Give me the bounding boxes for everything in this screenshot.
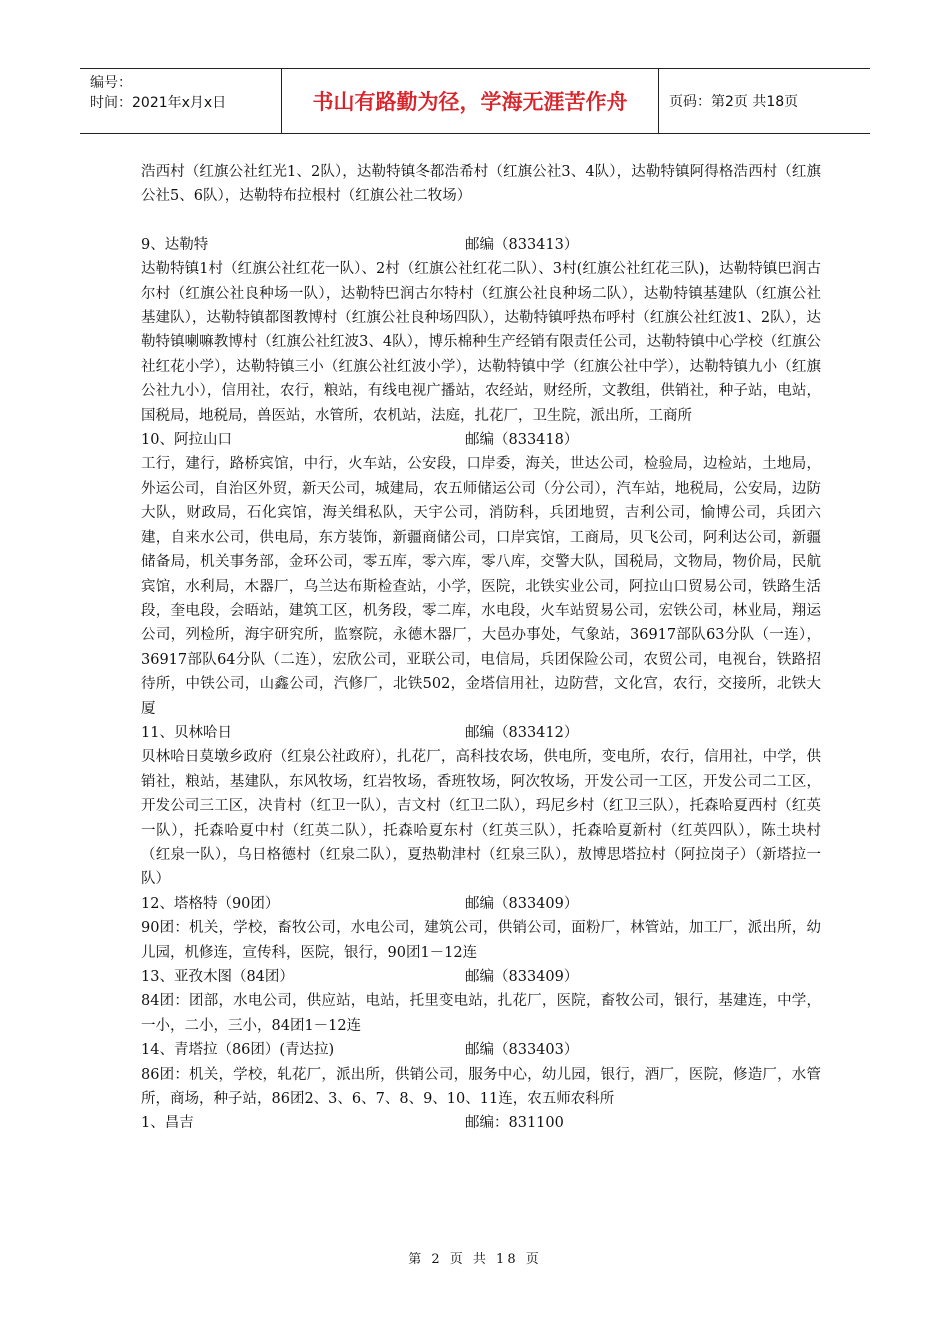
section-body: 84团：团部，水电公司，供应站，电站，托里变电站，扎花厂，医院，畜牧公司，银行，基建连，中学，一小，二小，三小，84团1－12连	[141, 993, 821, 1034]
section-postcode: 邮编（833403）	[465, 1042, 579, 1059]
serial-label: 编号：	[90, 75, 132, 91]
section-body: 达勒特镇1村（红旗公社红花一队）、2村（红旗公社红花二队）、3村(红旗公社红花三队)，达勒特镇巴润古尔村（红旗公社良种场一队），达勒特巴润古尔特村（红旗公社良种场二队），达勒特镇基建队（红旗公社基建队），达勒特镇都图教博村（红旗公社良种场四队），达勒特镇呼热布呼村（红旗公社红波1、2队），达勒特镇喇嘛教博村（红旗公社红波3、4队），博乐棉种生产经销有限责任公司，达勒特镇中心学校（红旗公社红花小学），达勒特镇三小（红旗公社红波小学），达勒特镇中学（红旗公社中学），达勒特镇九小（红旗公社九小），信用社，农行，粮站，有线电视广播站，农经站，财经所，文教组，供销社，种子站，电站，国税局，地税局，兽医站，水管所，农机站，法庭，扎花厂，卫生院，派出所，工商所	[141, 261, 821, 424]
header-page-info: 页码：第2页 共18页	[669, 94, 799, 110]
section-13	[141, 965, 821, 1038]
section-heading	[141, 233, 821, 257]
section-12	[141, 892, 821, 965]
section-heading	[141, 428, 821, 452]
section-body: 贝林哈日莫墩乡政府（红泉公社政府），扎花厂，高科技农场，供电所，变电所，农行，信用社，中学，供销社，粮站，基建队，东风牧场，红岩牧场，香班牧场，阿次牧场，开发公司一工区，开发公司二工区，开发公司三工区，决肯村（红卫一队），吉文村（红卫二队），玛尼乡村（红卫三队），托森哈夏西村（红英一队），托森哈夏中村（红英二队），托森哈夏东村（红英三队），托森哈夏新村（红英四队），陈土块村（红泉一队），乌日格德村（红泉二队），夏热勒津村（红泉三队），敖博思塔拉村（阿拉岗子）（新塔拉一队）	[141, 749, 821, 888]
section-postcode: 邮编（833409）	[465, 895, 579, 912]
section-title: 10、阿拉山口	[141, 432, 232, 449]
section-title: 9、达勒特	[141, 236, 209, 253]
section-1-changji	[141, 1111, 821, 1135]
section-title: 14、青塔拉（86团）(青达拉)	[141, 1042, 335, 1059]
section-postcode: 邮编（833413）	[465, 236, 579, 253]
section-postcode: 邮编（833412）	[465, 724, 579, 741]
section-body: 90团：机关，学校，畜牧公司，水电公司，建筑公司，供销公司，面粉厂，林管站，加工厂，派出所，幼儿园，机修连，宣传科，医院，银行，90团1－12连	[141, 920, 821, 961]
header-meta	[80, 69, 282, 133]
section-10	[141, 428, 821, 721]
section-heading	[141, 1111, 821, 1135]
spacer	[141, 209, 821, 233]
intro-paragraph: 浩西村（红旗公社红光1、2队），达勒特镇冬都浩希村（红旗公社3、4队），达勒特镇阿得格浩西村（红旗公社5、6队），达勒特布拉根村（红旗公社二牧场）	[141, 164, 821, 205]
document-body	[141, 160, 821, 1136]
header-motto: 书山有路勤为径，学海无涯苦作舟	[282, 69, 659, 133]
section-postcode: 邮编：831100	[465, 1115, 564, 1132]
section-title: 1、昌吉	[141, 1115, 194, 1132]
section-heading	[141, 892, 821, 916]
section-11	[141, 721, 821, 892]
section-title: 11、贝林哈日	[141, 724, 232, 741]
section-9	[141, 233, 821, 428]
time-label: 时间：2021年x月x日	[90, 95, 227, 111]
section-title: 13、亚孜木图（84团）	[141, 969, 294, 985]
section-heading	[141, 721, 821, 745]
page-footer: 第 2 页 共 18 页	[408, 1252, 542, 1267]
section-postcode: 邮编（833409）	[465, 969, 579, 985]
section-heading	[141, 965, 821, 989]
document-header	[80, 68, 870, 134]
section-body: 86团：机关，学校，轧花厂，派出所，供销公司，服务中心，幼儿园，银行，酒厂，医院，修造厂，水管所，商场，种子站，86团2、3、6、7、8、9、10、11连，农五师农科所	[141, 1066, 821, 1108]
section-postcode: 邮编（833418）	[465, 432, 579, 449]
section-14	[141, 1038, 821, 1111]
section-heading	[141, 1038, 821, 1062]
section-body: 工行，建行，路桥宾馆，中行，火车站，公安段，口岸委，海关，世达公司，检验局，边检站，土地局，外运公司，自治区外贸，新天公司，城建局，农五师储运公司（分公司），汽车站，地税局，公安局，边防大队，财政局，石化宾馆，海关缉私队，天宇公司，消防科，兵团地贸，吉利公司，愉博公司，兵团六建，自来水公司，供电局，东方装饰，新疆商储公司，口岸宾馆，工商局，贝飞公司，阿利达公司，新疆储备局，机关事务部，金环公司，零五库，零六库，零八库，交警大队，国税局，文物局，物价局，民航宾馆，水利局，木器厂，乌兰达布斯检查站，小学，医院，北铁实业公司，阿拉山口贸易公司，铁路生活段，奎电段，会晤站，建筑工区，机务段，零二库，水电段，火车站贸易公司，宏铁公司，林业局，翔运公司，列检所，海宇研究所，监察院，永德木器厂，大邑办事处，气象站，36917部队63分队（一连），36917部队64分队（二连），宏欣公司，亚联公司，电信局，兵团保险公司，农贸公司，电视台，铁路招待所，中铁公司，山鑫公司，汽修厂，北铁502，金塔信用社，边防营，文化宫，农行，交接所，北铁大厦	[141, 456, 821, 717]
section-title: 12、塔格特（90团）	[141, 895, 280, 912]
